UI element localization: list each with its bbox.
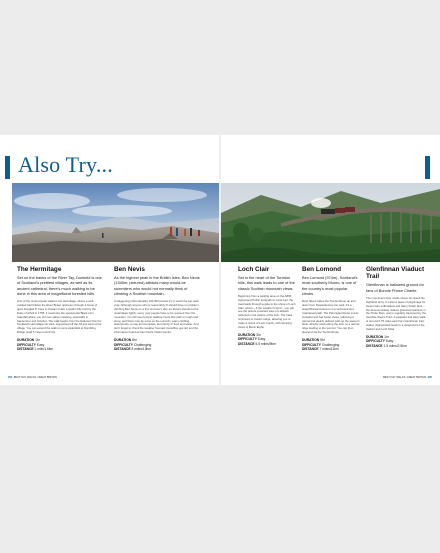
title-accent-bar <box>5 156 10 179</box>
right-accent-bar <box>425 156 430 179</box>
walk-stats <box>17 338 102 351</box>
running-footer-left: BEST DAY WALKS: GREAT BRITAIN <box>13 376 57 379</box>
folio-right <box>383 376 432 379</box>
section-title: Also Try... <box>18 152 113 177</box>
walk-stats <box>302 338 360 351</box>
difficulty-row: DIFFICULTY Challenging <box>114 342 152 347</box>
walk-intro: Glenfinnan is hallowed ground for fans of Bonnie Prince Charlie. <box>366 282 424 293</box>
walk-body: Most hikers follow the Tourist Route up and down from Rowardennan car park. It's a straightforward ascent on a well-used and maintained path. The Ptarmigan Route is less crowded and has better views, following a narrow but clearly defined path up the western flank, directly overlooking the loch, to a narrow ridge leading to the summit. You can then descend via the Tourist Route. <box>302 299 360 335</box>
difficulty-row: DIFFICULTY Easy <box>17 342 45 347</box>
walk-body: A staggering (often literally) 100,000 people try to reach the top each year. Although anyone who is reasonably fit should have no problem climbing Ben Nevis on a fine summer's day, an ascent should not be undertaken lightly; every year people have to be rescued from the mountain. You will need proper walking boots (the path is rough and stony, and there may be snow on the summit), warm clothing, waterproofs, a map and compass, and plenty of food and water. And don't forget to check the weather forecast (metoffice.gov.uk) and the information board at Glen Nevis Visitor Centre. <box>114 299 199 335</box>
distance-row: DISTANCE 7 miles/11km <box>302 346 339 351</box>
walk-intro: Set in the heart of the Torridon hills, this walk leads to one of the classic Scottish mountain views. <box>238 275 295 291</box>
walk-name: Ben Nevis <box>114 266 145 273</box>
walk-stats <box>366 335 426 348</box>
walk-name: Ben Lomond <box>302 266 342 273</box>
walk-body: One of the most popular walks is the Hermitage, where a well-marked trail follows the River Braan upstream through a forest of giant Douglas fir trees to Ossian's Hall, a quaint folly built by the Duke of Atholl in 1758. It overlooks the spectacular Black Linn waterfall where you can see salmon leaping, especially in September and October. The walk begins from the National Trust for Scotland's Hermitage car park, signposted off the A9 just west of the village. You can extend the walk to some waterfalls at Rumbling Bridge (total 5 miles round trip). <box>17 299 102 335</box>
duration-row: DURATION 8hr <box>114 338 137 343</box>
difficulty-row: DIFFICULTY Easy <box>238 337 266 342</box>
page-number-right: 205 <box>427 376 432 379</box>
ben-nevis-photo <box>12 183 219 262</box>
distance-row: DISTANCE 5.5 miles/9km <box>238 341 276 346</box>
distance-row: DISTANCE 1 mile/1.6km <box>17 346 54 351</box>
folio-left <box>8 376 57 379</box>
walk-name: The Hermitage <box>17 266 62 273</box>
duration-row: DURATION 3hr <box>238 332 261 337</box>
running-footer-right: BEST DAY WALKS: GREAT BRITAIN <box>383 376 427 379</box>
distance-row: DISTANCE 1.5 miles/2.5km <box>366 343 407 348</box>
walk-stats <box>238 333 296 346</box>
difficulty-row: DIFFICULTY Easy <box>366 339 394 344</box>
walk-card-hermitage <box>17 266 102 351</box>
duration-row: DURATION 1hr <box>366 334 389 339</box>
walk-body: Beginning from a parking area on the A896 signposted Public Footpath to Coire Lair, the road leads through a gate to the shore of Loch Clair, where – if the weather is kind – you will see the picture-postcard view of Liathach reflected in the waters of the loch. The track continues to Coulin Lodge, allowing you to make a circuit of Loch Coulin, with stunning views of Beinn Eighe. <box>238 293 296 330</box>
duration-row: DURATION 5hr <box>302 338 325 343</box>
difficulty-row: DIFFICULTY Challenging <box>302 342 340 347</box>
distance-row: DISTANCE 8 miles/13km <box>114 346 151 351</box>
walk-card-ben-lomond <box>302 266 360 351</box>
glenfinnan-viaduct-photo <box>221 183 440 262</box>
walk-stats <box>114 338 202 351</box>
page-number-left: 204 <box>8 376 13 379</box>
walk-body: The monument here marks where he raised his Highland army. It's also a place of pilgrimage for steam train enthusiasts and Harry Potter fans – the famous railway viaduct (pictured) features in the Potter films, and is regularly traversed by the Jacobite Steam Train. A pleasant and easy walk of around 0.75 miles east from Glenfinnan train station (signposted) leads to a viewpoint for the viaduct and Loch Shiel. <box>366 295 427 332</box>
walk-name: Glenfinnan Viaduct Trail <box>366 266 425 281</box>
walk-name: Loch Clair <box>238 266 270 273</box>
walk-intro: As the highest peak in the British Isles, Ben Nevis (1345m; pictured) attracts many would-be summiters who would not normally think of climbing a Scottish mountain. <box>114 275 200 296</box>
magazine-spread <box>0 135 440 385</box>
walk-card-glenfinnan <box>366 266 426 348</box>
walk-intro: Ben Lomond (974m), Scotland's most southerly Munro, is one of the country's most popular climbs. <box>302 275 358 296</box>
walk-card-loch-clair <box>238 266 296 346</box>
duration-row: DURATION 1hr <box>17 338 40 343</box>
walk-intro: Set on the banks of the River Tay, Dunkeld is one of Scotland's prettiest villages, as well as its ancient cathedral, there's much walking to be done in this area of magnificent forested hills. <box>17 275 102 296</box>
walk-card-ben-nevis <box>114 266 202 351</box>
